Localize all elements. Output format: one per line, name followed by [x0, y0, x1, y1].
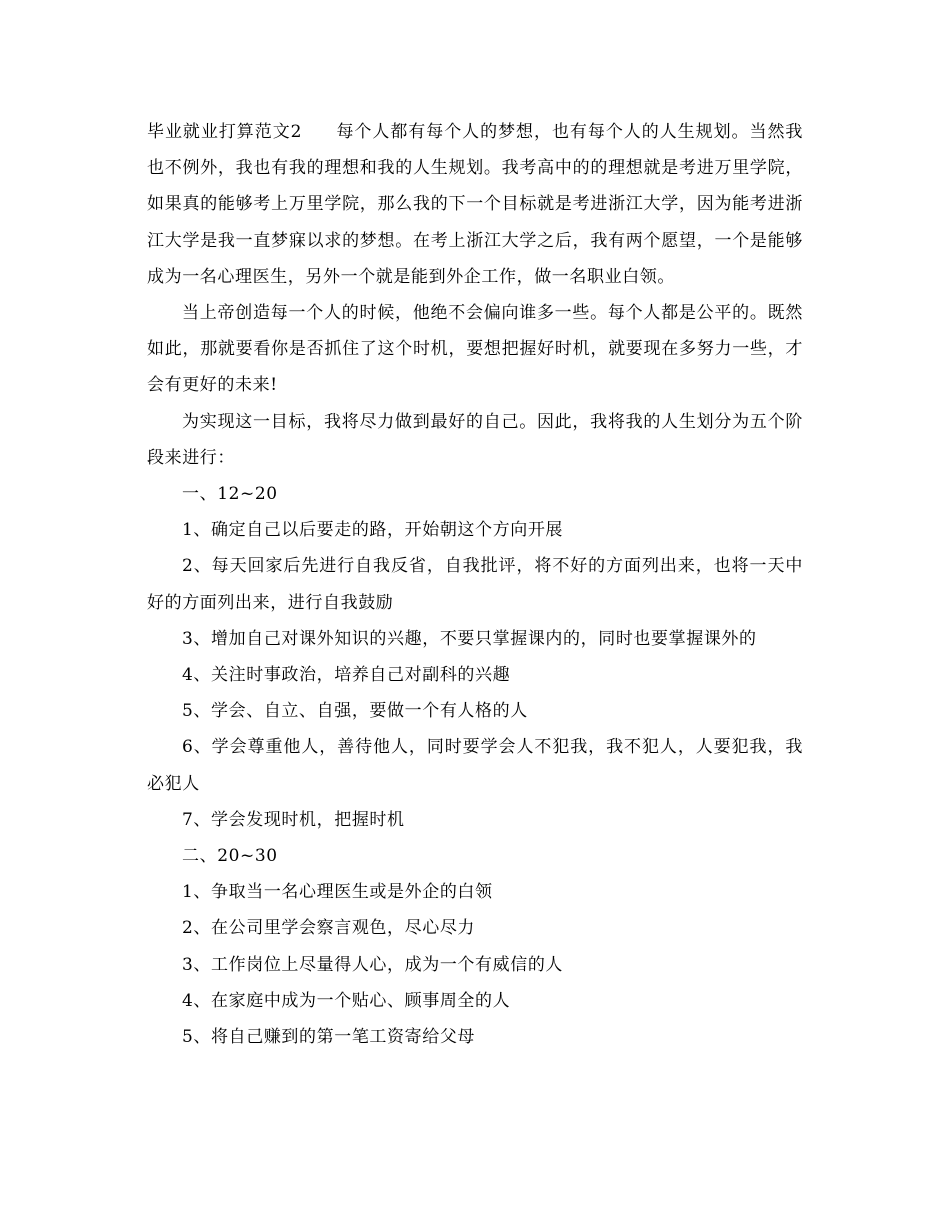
document-body [147, 114, 803, 1055]
paragraph: 当上帝创造每一个人的时候，他绝不会偏向谁多一些。每个人都是公平的。既然如此，那就要看你是否抓住了这个时机，要想把握好时机，就要现在多努力一些，才会有更好的未来! [147, 303, 803, 396]
list-item: 3、工作岗位上尽量得人心，成为一个有威信的人 [182, 954, 564, 975]
list-item: 6、学会尊重他人，善待他人，同时要学会人不犯我，我不犯人，人要犯我，我必犯人 [147, 737, 803, 794]
paragraph: 为实现这一目标，我将尽力做到最好的自己。因此，我将我的人生划分为五个阶段来进行： [147, 411, 803, 468]
list-item: 4、在家庭中成为一个贴心、顾事周全的人 [182, 990, 511, 1011]
section-heading-stage-one: 一、12~20 [182, 484, 278, 505]
list-item: 5、将自己赚到的第一笔工资寄给父母 [182, 1027, 476, 1048]
paragraph-text: 每个人都有每个人的梦想，也有每个人的人生规划。当然我也不例外，我也有我的理想和我的人生规划。我考高中的的理想就是考进万里学院，如果真的能够考上万里学院，那么我的下一个目标就是考进浙江大学，因为能考进浙江大学是我一直梦寐以求的梦想。在考上浙江大学之后，我有两个愿望，一个是能够成为一名心理医生，另外一个就是能到外企工作，做一名职业白领。 [147, 122, 804, 287]
list-item: 2、在公司里学会察言观色，尽心尽力 [182, 918, 476, 939]
section-heading-stage-two: 二、20~30 [182, 846, 278, 867]
intro-paragraph [147, 114, 803, 295]
list-item: 7、学会发现时机，把握时机 [182, 809, 405, 830]
list-item: 3、增加自己对课外知识的兴趣，不要只掌握课内的，同时也要掌握课外的 [182, 628, 757, 649]
list-item: 2、每天回家后先进行自我反省，自我批评，将不好的方面列出来，也将一天中好的方面列出来，进行自我鼓励 [147, 556, 803, 613]
list-item: 5、学会、自立、自强，要做一个有人格的人 [182, 701, 528, 722]
list-item: 4、关注时事政治，培养自己对副科的兴趣 [182, 665, 511, 686]
list-item: 1、争取当一名心理医生或是外企的白领 [182, 882, 493, 903]
document-title: 毕业就业打算范文2 [147, 122, 303, 142]
list-item: 1、确定自己以后要走的路，开始朝这个方向开展 [182, 520, 564, 541]
